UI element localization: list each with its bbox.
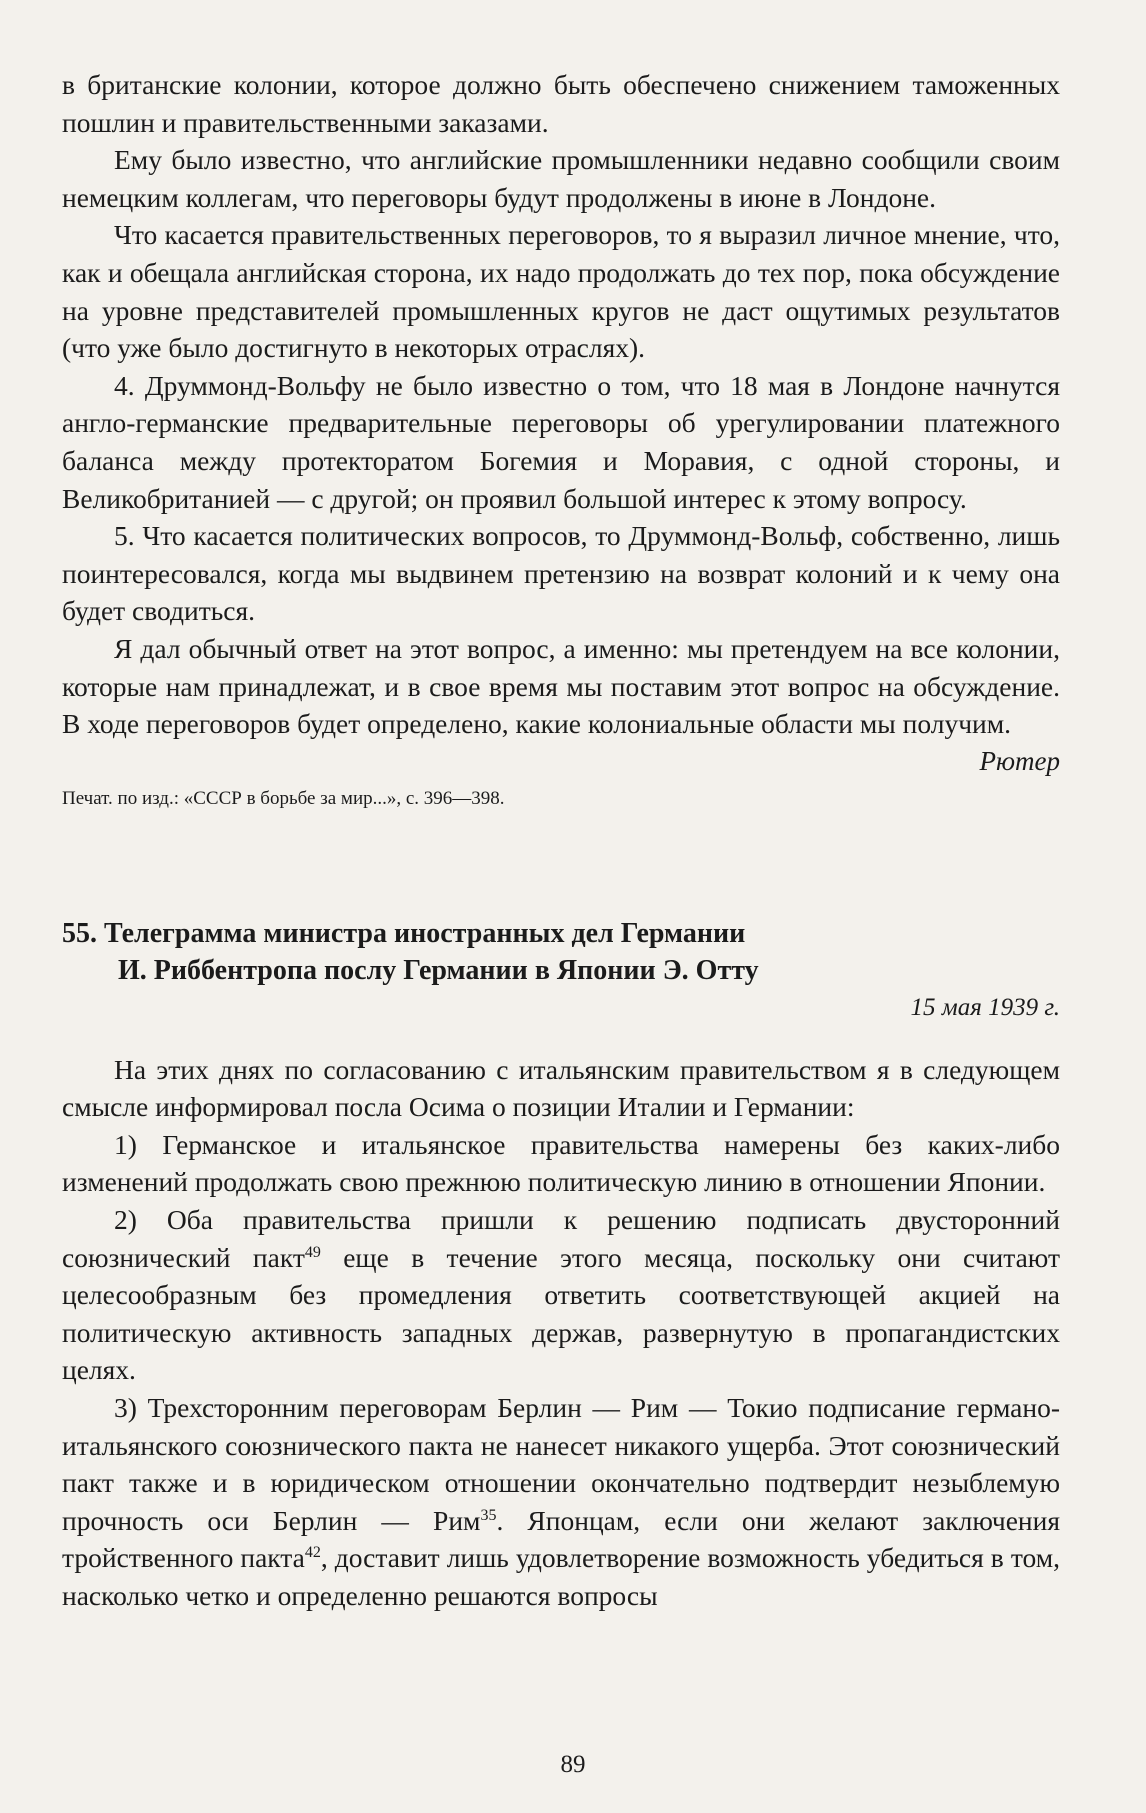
paragraph: Ему было известно, что английские промышленники недавно сообщили своим немецким коллегам, что переговоры будут продолжены в июне в Лондоне. <box>62 144 1060 213</box>
heading-line-2: И. Риббентропа послу Германии в Японии Э. Отту <box>118 954 759 986</box>
paragraph <box>62 1201 1060 1389</box>
heading-line-1: 55. Телеграмма министра иностранных дел Германии <box>62 917 746 949</box>
telegram-text <box>62 1051 1060 1615</box>
paragraph-text: 3) Трехсторонним переговорам Берлин — Рим — Токио подписание германо-итальянского союзнического пакта не нанесет никакого ущерба. Этот союзнический пакт также и в юридическом отношении окончательно подтвердит незыблемую прочность оси Берлин — Рим <box>62 1392 1060 1536</box>
paragraph: Что касается правительственных переговоров, то я выразил личное мнение, что, как и обещала английская сторона, их надо продолжать до тех пор, пока обсуждение на уровне представителей промышленных кругов не даст ощутимых результатов (что уже было достигнуто в некоторых отраслях). <box>62 219 1060 364</box>
paragraph <box>62 1389 1060 1615</box>
paragraph: Я дал обычный ответ на этот вопрос, а именно: мы претендуем на все колонии, которые нам принадлежат, и в свое время мы поставим этот вопрос на обсуждение. В ходе переговоров будет определено, какие колониальные области мы получим. <box>62 632 1060 740</box>
paragraph-text: , доставит лишь удовлетворение возможность убедиться в том, насколько четко и определенно решаются вопросы <box>62 1542 1060 1611</box>
page-number: 89 <box>560 1751 586 1778</box>
paragraph: 1) Германское и итальянское правительства намерены без каких-либо изменений продолжать свою прежнюю политическую линию в отношении Японии. <box>62 1128 1060 1198</box>
document-heading <box>62 915 1060 989</box>
continued-letter-text <box>62 66 1060 743</box>
paragraph-text: . Японцам, если они желают заключения тройственного пакта <box>62 1504 1060 1574</box>
footnote-ref: 42 <box>304 1544 321 1562</box>
document-date: 15 мая 1939 г. <box>910 993 1060 1021</box>
paragraph-text: еще в течение этого месяца, поскольку они считают целесообразным без промедления ответить соответствующей акцией на политическую активность западных держав, развернутую в пропагандистских целях. <box>62 1241 1060 1386</box>
source-note: Печат. по изд.: «СССР в борьбе за мир...», с. 396—398. <box>62 787 505 809</box>
paragraph-text: 2) Оба правительства пришли к решению подписать двусторонний союзнический пакт <box>62 1204 1060 1273</box>
paragraph: 5. Что касается политических вопросов, то Друммонд-Вольф, собственно, лишь поинтересовался, когда мы выдвинем претензию на возврат колоний и к чему она будет сводиться. <box>62 520 1060 627</box>
paragraph: 4. Друммонд-Вольфу не было известно о том, что 18 мая в Лондоне начнутся англо-германские предварительные переговоры об урегулировании платежного баланса между протекторатом Богемия и Моравия, с одной стороны, и Великобританией — с другой; он проявил большой интерес к этому вопросу. <box>62 369 1060 514</box>
paragraph: в британские колонии, которое должно быть обеспечено снижением таможенных пошлин и правительственными заказами. <box>62 69 1060 138</box>
footnote-ref: 35 <box>480 1506 497 1524</box>
footnote-ref: 49 <box>304 1243 321 1261</box>
paragraph: На этих днях по согласованию с итальянским правительством я в следующем смысле информировал посла Осима о позиции Италии и Германии: <box>62 1053 1060 1123</box>
signature: Рютер <box>979 745 1060 776</box>
